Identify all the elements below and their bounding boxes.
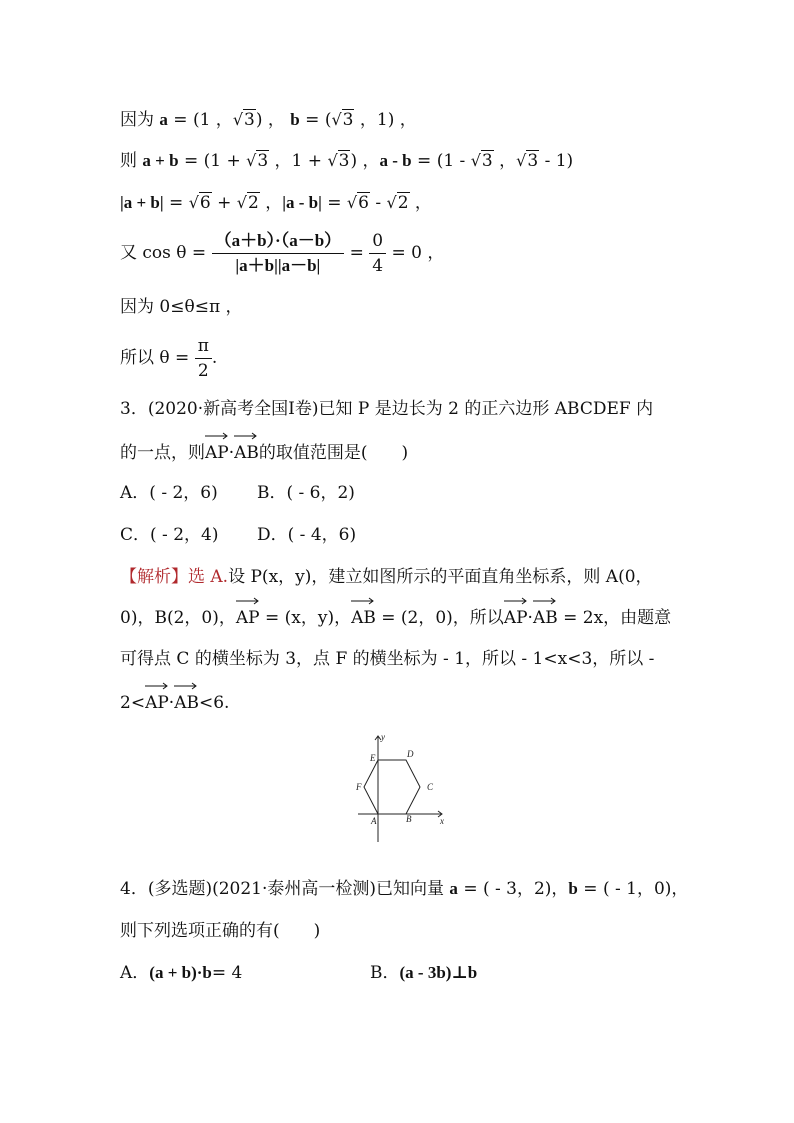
text: ， [493,151,517,171]
sqrt: √6 [346,193,369,213]
sqrt: √3 [331,110,354,130]
text: ，1) ， [354,110,417,130]
text: - 1) [539,151,574,171]
text: = (1 ， [167,110,233,130]
text: = [163,193,189,213]
option-b: B．( - 6，2) [257,483,355,503]
option-c: C．( - 2，4) [120,525,219,545]
label-d: D [407,749,414,759]
text: = ( [299,110,332,130]
sqrt: √3 [246,151,269,171]
option-a: A．( - 2，6) [120,483,218,503]
text: 0)，B(2，0)， [120,608,236,628]
vector-ap: AP [145,690,169,714]
text: <6. [198,693,230,713]
x-axis-label: x [440,816,444,826]
q4-stem-line-2: 则下列选项正确的有( ) [120,921,321,941]
text: = (2，0)，所以 [375,608,504,628]
text: - [369,193,387,213]
analysis-line-3: 可得点 C 的横坐标为 3，点 F 的横坐标为 - 1，所以 - 1<x<3，所以 - [120,649,655,669]
fraction: $\frac{\pi}{2}$ [195,334,212,383]
option-d: D．( - 4，6) [257,525,357,545]
dot: · [527,608,533,628]
text: 2< [120,693,146,713]
text: = [344,243,370,263]
expr: a - b [379,151,412,170]
text: = ( - 3，2)， [457,879,569,899]
sqrt: √6 [188,193,211,213]
solution-line-6 [120,333,217,383]
sqrt: √3 [232,110,255,130]
expr: a + b [142,151,179,170]
text: 4．(多选题)(2021·泰州高一检测)已知向量 [120,879,450,899]
text: ， [259,193,283,213]
sqrt: √3 [470,151,493,171]
hexagon-coordinate-figure [356,732,448,844]
text: 设 P(x，y)，建立如图所示的平面直角坐标系，则 A(0， [228,567,653,587]
text: = 2x，由题意 [557,608,672,628]
vector-ap: AP [236,605,260,629]
q4-options-row-1 [120,962,477,984]
vector-ab: AB [174,690,199,714]
solution-line-4 [120,228,444,278]
text: 则 [120,151,143,171]
dot: · [168,693,175,713]
text: = (1 + [178,151,247,171]
solution-line-3 [120,192,432,214]
vector-b: b [290,110,300,129]
vector-a: a [159,110,168,129]
q3-options-row-1 [120,482,355,504]
text: = ( - 1，0)， [577,879,689,899]
sqrt: √2 [236,193,259,213]
solution-line-2 [120,150,573,172]
analysis-tag: 【解析】选 A. [120,567,229,587]
option-a: A．(a + b)·b= 4 [120,963,243,983]
y-axis-label: y [381,732,385,742]
vector-ap: AP [205,440,229,464]
fraction: $\frac{(a+b)\cdot(a-b)}{|a+b||a-b|}$ [212,229,345,278]
label-e: E [370,753,376,763]
analysis-line-1 [120,566,653,588]
expr: |a + b| [120,193,164,212]
text: ) ， [255,110,285,130]
text: 因为 [120,110,154,130]
hexagon [364,760,420,814]
vector-ab: AB [533,605,558,629]
vector-a: a [449,879,458,898]
text: ，1 + [269,151,328,171]
q4-stem-line-1 [120,878,688,900]
text: 的一点，则 [120,443,205,463]
text: ) ， [350,151,380,171]
solution-line-1 [120,109,417,131]
analysis-line-4 [120,690,229,714]
sqrt: √3 [327,151,350,171]
text: = (x，y)， [259,608,352,628]
text: = 0 ， [386,243,445,263]
vector-ab: AB [234,440,259,464]
label-c: C [427,782,434,792]
dot: · [228,443,235,463]
text: 又 cos θ = [120,243,212,263]
vector-ap: AP [504,605,528,629]
vector-ab: AB [351,605,376,629]
option-b: B．(a - 3b)⊥b [370,963,478,983]
fraction: $\frac{0}{4}$ [369,229,386,278]
text: ， [409,193,432,213]
q3-stem-line-2 [120,440,408,464]
q3-stem-line-1: 3．(2020·新高考全国Ⅰ卷)已知 P 是边长为 2 的正六边形 ABCDEF 内 [120,399,654,419]
text: 所以 θ = [120,348,195,368]
sqrt: √2 [386,193,409,213]
expr: |a - b| [282,193,322,212]
vector-b: b [568,879,578,898]
text: = [321,193,347,213]
label-f: F [356,782,362,792]
text: . [211,348,218,368]
solution-line-5: 因为 0≤θ≤π ， [120,297,243,317]
label-b: B [406,814,412,824]
q3-options-row-2 [120,524,356,546]
text: = (1 - [411,151,471,171]
label-a: A [371,816,377,826]
text: + [211,193,237,213]
text: 的取值范围是( ) [258,443,409,463]
sqrt: √3 [516,151,539,171]
analysis-line-2 [120,605,671,629]
